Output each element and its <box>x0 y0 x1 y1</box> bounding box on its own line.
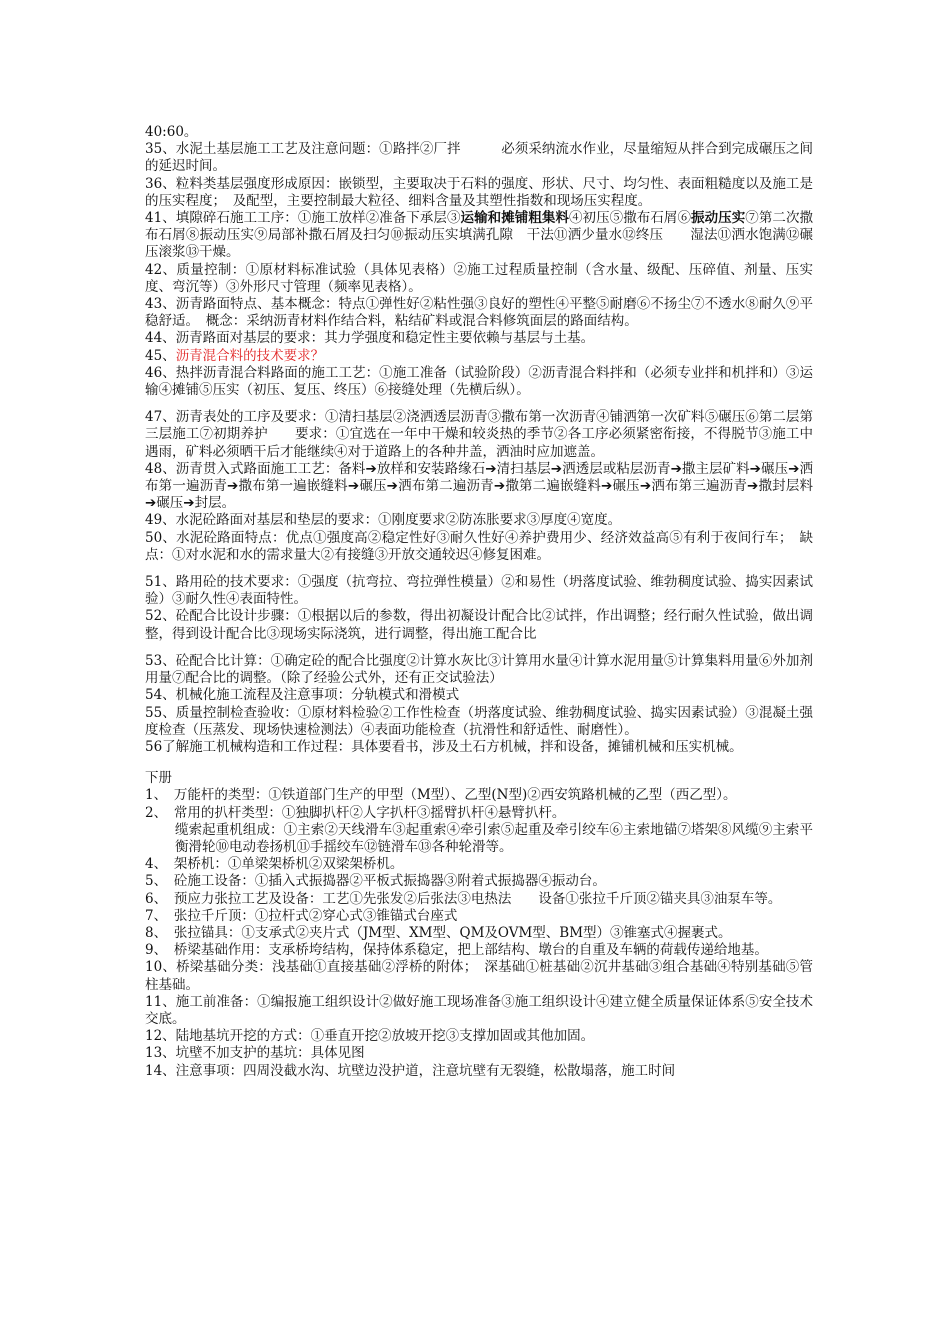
paragraph-48: 48、沥青贯入式路面施工工艺：备料➔放样和安装路缘石➔清扫基层➔洒透层或粘层沥青➔撒主层矿料➔碾压➔洒布第一遍沥青➔撒布第一遍嵌缝料➔碾压➔洒布第二遍沥青➔撒第二遍嵌缝料➔碾压➔洒布第三遍沥青➔撒封层料➔碾压➔封层。 <box>145 460 813 512</box>
list-item-6: 6、 预应力张拉工艺及设备：工艺①先张发②后张法③电热法 设备①张拉千斤顶②锚夹具③油泵车等。 <box>145 890 782 907</box>
paragraph-53: 53、砼配合比计算：①确定砼的配合比强度②计算水灰比③计算用水量④计算水泥用量⑤计算集料用量⑥外加剂用量⑦配合比的调整。（除了经验公式外，还有正交试验法） <box>145 652 813 687</box>
paragraph-54: 54、机械化施工流程及注意事项：分轨模式和滑模式 <box>145 687 460 704</box>
paragraph-47: 47、沥青表处的工序及要求：①清扫基层②浇洒透层沥青③撒布第一次沥青④铺洒第一次矿料⑤碾压⑥第二层第三层施工⑦初期养护 要求：①宜选在一年中干燥和较炎热的季节②各工序必须紧密衔接，不得脱节③施工中遇雨，矿料必须晒干后才能继续④对于道路上的各种井盖，洒油时应加遮盖。 <box>145 409 813 460</box>
list-item-11: 11、施工前准备：①编报施工组织设计②做好施工现场准备③施工组织设计④建立健全质量保证体系⑤安全技术交底。 <box>145 993 813 1027</box>
paragraph-50: 50、水泥砼路面特点：优点①强度高②稳定性好③耐久性好④养护费用少、经济效益高⑤有利于夜间行车； 缺点：①对水泥和水的需求量大②有接缝③开放交通较迟④修复困难。 <box>145 529 813 563</box>
document-page <box>145 124 813 1080</box>
list-item-9: 9、 桥梁基础作用：支承桥垮结构，保持体系稳定，把上部结构、墩台的自重及车辆的荷载传递给地基。 <box>145 942 768 959</box>
list-item-1: 1、 万能杆的类型：①铁道部门生产的甲型（M型）、乙型(N型)②西安筑路机械的乙型（西乙型）。 <box>145 787 737 804</box>
paragraph-43: 43、沥青路面特点、基本概念：特点①弹性好②粘性强③良好的塑性④平整⑤耐磨⑥不扬尘⑦不透水⑧耐久⑨平稳舒适。 概念：采纳沥青材料作结合料，粘结矿料或混合料修筑面层的路面结构。 <box>145 296 813 330</box>
list-item-14: 14、注意事项：四周没截水沟、坑壁边没护道，注意坑壁有无裂缝，松散塌落，施工时间 <box>145 1062 676 1079</box>
paragraph-36: 36、粒料类基层强度形成原因：嵌锁型，主要取决于石料的强度、形状、尺寸、均匀性、表面粗糙度以及施工是的压实程度； 及配型，主要控制最大粒径、细料含量及其塑性指数和现场压实程度。 <box>145 175 813 209</box>
paragraph-52: 52、砼配合比设计步骤：①根据以后的参数，得出初凝设计配合比②试拌，作出调整；经行耐久性试验，做出调整，得到设计配合比③现场实际浇筑，进行调整，得出施工配合比 <box>145 608 813 642</box>
list-item-12: 12、陆地基坑开挖的方式：①垂直开挖②放坡开挖③支撑加固或其他加固。 <box>145 1028 595 1045</box>
paragraph-40-60: 40:60。 <box>145 124 198 140</box>
section-title: 下册 <box>145 770 172 787</box>
spacer <box>145 643 813 653</box>
paragraph-41 <box>145 210 813 262</box>
paragraph-45-question: 沥青混合料的技术要求？ <box>175 347 325 364</box>
paragraph-45 <box>145 348 813 365</box>
paragraph-44: 44、沥青路面对基层的要求：其力学强度和稳定性主要依赖与基层与土基。 <box>145 330 595 347</box>
list-item-2-sub: 缆索起重机组成：①主索②天线滑车③起重索④牵引索⑤起重及牵引绞车⑥主索地锚⑦塔架⑧风缆⑨主索平衡滑轮⑩电动卷扬机⑪手摇绞车⑫链滑车⑬各种轮滑等。 <box>175 821 813 855</box>
paragraph-49: 49、水泥砼路面对基层和垫层的要求：①刚度要求②防冻胀要求③厚度④宽度。 <box>145 512 622 529</box>
spacer <box>145 399 813 409</box>
list-item-2: 2、 常用的扒杆类型：①独脚扒杆②人字扒杆③摇臂扒杆④悬臂扒杆。 <box>145 804 566 821</box>
paragraph-46: 46、热拌沥青混合料路面的施工工艺：①施工准备（试验阶段）②沥青混合料拌和（必须专业拌和机拌和）③运输④摊铺⑤压实（初压、复压、终压）⑥接缝处理（先横后纵）。 <box>145 364 813 399</box>
paragraph-42: 42、质量控制：①原材料标准试验（具体见表格）②施工过程质量控制（含水量、级配、压碎值、剂量、压实度、弯沉等）③外形尺寸管理（频率见表格）。 <box>145 261 813 295</box>
list-item-4: 4、 架桥机：①单梁架桥机②双梁架桥机。 <box>145 856 404 873</box>
spacer <box>145 756 813 770</box>
paragraph-55: 55、质量控制检查验收：①原材料检验②工作性检查（坍落度试验、维勃稠度试验、捣实因素试验）③混凝土强度检查（压蒸发、现场快速检测法）④表面功能检查（抗滑性和舒适性、耐磨性）。 <box>145 704 813 738</box>
paragraph-41-bold-a: 运输和摊铺粗集料 <box>460 210 569 227</box>
paragraph-41-part-c: ⑦第二次撒布石屑⑧振动压实⑨局部补撒石屑及扫匀⑩振动压实填满孔隙 干法⑪洒少量水⑫终压 湿法⑪洒水饱满⑫碾压滚浆⑬干燥。 <box>145 210 813 261</box>
paragraph-41-part-b: ④初压⑤撒布石屑⑥ <box>569 210 692 227</box>
paragraph-35: 35、水泥土基层施工工艺及注意问题：①路拌②厂拌 必须采纳流水作业，尽量缩短从拌合到完成碾压之间的延迟时间。 <box>145 141 813 175</box>
list-item-7: 7、 张拉千斤顶：①拉杆式②穿心式③锥锚式台座式 <box>145 907 458 924</box>
list-item-13: 13、坑壁不加支护的基坑：具体见图 <box>145 1045 365 1062</box>
paragraph-41-bold-b: 振动压实 <box>691 210 746 227</box>
paragraph-45-number: 45、 <box>145 347 176 364</box>
list-item-5: 5、 砼施工设备：①插入式振捣器②平板式振捣器③附着式振捣器④振动台。 <box>145 873 606 890</box>
list-item-10: 10、桥梁基础分类：浅基础①直接基础②浮桥的附体； 深基础①桩基础②沉井基础③组合基础④特别基础⑤管柱基础。 <box>145 959 813 993</box>
paragraph-51: 51、路用砼的技术要求：①强度（抗弯拉、弯拉弹性模量）②和易性（坍落度试验、维勃稠度试验、捣实因素试验）③耐久性④表面特性。 <box>145 574 813 608</box>
paragraph-41-part-a: 41、填隙碎石施工工序：①施工放样②准备下承层③ <box>145 210 461 227</box>
paragraph-56: 56了解施工机械构造和工作过程：具体要看书，涉及土石方机械，拌和设备，摊铺机械和压实机械。 <box>145 738 743 755</box>
list-item-8: 8、 张拉锚具：①支承式②夹片式（JM型、XM型、QM及OVM型、BM型）③锥塞式④握裹式。 <box>145 924 732 941</box>
spacer <box>145 564 813 574</box>
